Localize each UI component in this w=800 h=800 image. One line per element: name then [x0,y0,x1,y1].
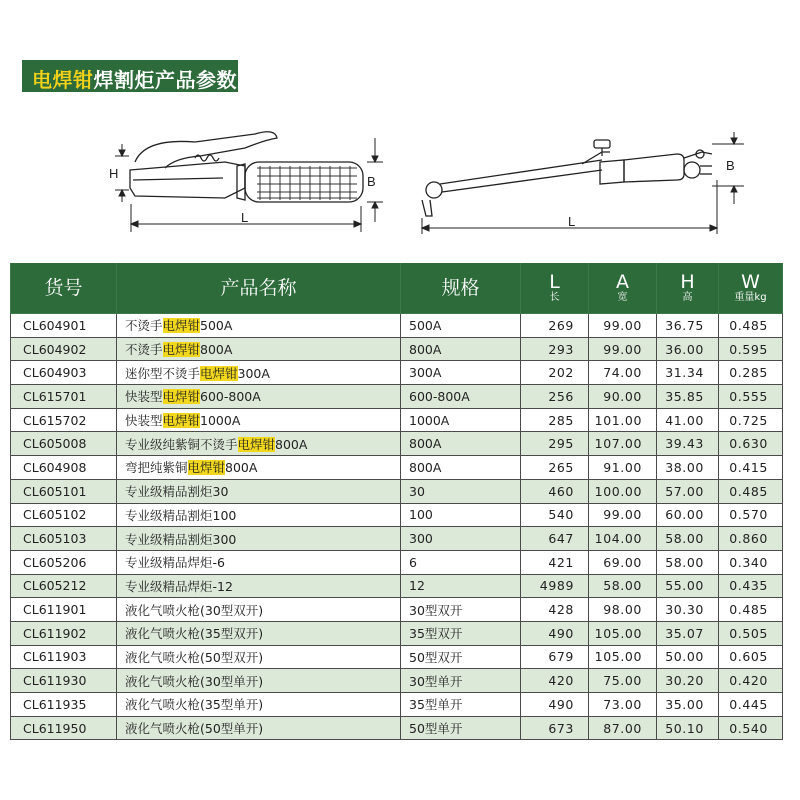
table-row [11,479,783,503]
table-row [11,361,783,385]
cell-name [117,503,401,527]
cell-length: 285 [521,408,589,432]
cell-spec: 50型双开 [401,645,521,669]
b-dimension-label-right: B [726,158,735,173]
cell-code: CL604901 [11,314,117,338]
cell-weight: 0.630 [719,432,783,456]
cell-spec: 30型双开 [401,598,521,622]
cell-spec: 500A [401,314,521,338]
name-highlight: 电焊钳 [200,365,238,381]
name-part: 弯把纯紫铜 [125,460,188,476]
header-width: A 宽 [589,263,657,314]
name-part: 专业级精品焊炬-12 [125,578,233,594]
cell-length: 421 [521,550,589,574]
cell-length: 4989 [521,574,589,598]
cell-height: 38.00 [657,456,719,480]
cell-code: CL615702 [11,408,117,432]
cell-weight: 0.605 [719,645,783,669]
cell-width: 104.00 [589,527,657,551]
table-row [11,669,783,693]
cell-code: CL605206 [11,550,117,574]
cell-height: 57.00 [657,479,719,503]
name-part: 专业级精品焊炬-6 [125,555,225,571]
cell-name [117,432,401,456]
cell-code: CL604903 [11,361,117,385]
cell-length: 256 [521,385,589,409]
cell-name [117,385,401,409]
cell-width: 73.00 [589,693,657,717]
cell-name [117,337,401,361]
table-row [11,408,783,432]
cell-code: CL611902 [11,621,117,645]
table-row [11,432,783,456]
cell-length: 420 [521,669,589,693]
cell-width: 99.00 [589,503,657,527]
table-header-row [11,263,783,314]
name-part: 液化气喷火枪(30型单开) [125,673,264,689]
cell-spec: 600-800A [401,385,521,409]
cell-name [117,598,401,622]
cell-length: 490 [521,621,589,645]
cell-width: 90.00 [589,385,657,409]
cell-spec: 300A [401,361,521,385]
cell-weight: 0.595 [719,337,783,361]
cell-spec: 12 [401,574,521,598]
name-part: 快装型 [125,413,163,429]
cell-weight: 0.725 [719,408,783,432]
cell-code: CL611930 [11,669,117,693]
name-part: 600-800A [200,389,261,405]
cell-length: 269 [521,314,589,338]
table-row [11,621,783,645]
title-rest: 焊割炬产品参数 [93,68,237,92]
cell-code: CL615701 [11,385,117,409]
page-title [32,64,237,93]
cell-spec: 30型单开 [401,669,521,693]
cell-weight: 0.445 [719,693,783,717]
h-dimension-label: H [109,166,119,181]
cell-code: CL604902 [11,337,117,361]
cutting-torch-diagram [412,130,757,240]
cell-name [117,693,401,717]
cell-spec: 35型双开 [401,621,521,645]
name-highlight: 电焊钳 [237,436,276,452]
name-part: 液化气喷火枪(50型双开) [125,649,264,665]
cell-code: CL605101 [11,479,117,503]
cell-length: 460 [521,479,589,503]
cell-name [117,574,401,598]
name-part: 不烫手 [125,342,163,358]
table-row [11,503,783,527]
name-part: 300A [237,365,270,381]
cell-length: 490 [521,693,589,717]
cell-width: 99.00 [589,314,657,338]
cell-spec: 800A [401,456,521,480]
cell-height: 30.20 [657,669,719,693]
product-spec-table [10,263,783,740]
cell-width: 58.00 [589,574,657,598]
header-height: H 高 [657,263,719,314]
header-code: 货号 [11,263,117,314]
l-dimension-label-right: L [568,214,576,229]
cell-width: 91.00 [589,456,657,480]
cell-code: CL611935 [11,693,117,717]
name-part: 液化气喷火枪(30型双开) [125,602,264,618]
cell-spec: 6 [401,550,521,574]
name-highlight: 电焊钳 [162,389,201,405]
name-part: 500A [200,318,233,334]
cell-height: 36.00 [657,337,719,361]
cell-weight: 0.485 [719,314,783,338]
cell-length: 265 [521,456,589,480]
name-highlight: 电焊钳 [162,342,201,358]
cell-name [117,527,401,551]
table-body [11,314,783,740]
name-highlight: 电焊钳 [162,413,201,429]
cell-code: CL611901 [11,598,117,622]
cell-weight: 0.420 [719,669,783,693]
table-row [11,693,783,717]
cell-weight: 0.570 [719,503,783,527]
cell-height: 60.00 [657,503,719,527]
cell-weight: 0.540 [719,716,783,740]
name-part: 800A [225,460,258,476]
cell-width: 99.00 [589,337,657,361]
name-part: 1000A [200,413,241,429]
name-highlight: 电焊钳 [187,460,226,476]
cell-name [117,621,401,645]
cell-weight: 0.485 [719,598,783,622]
table-row [11,645,783,669]
cell-height: 30.30 [657,598,719,622]
header-spec: 规格 [401,263,521,314]
cell-code: CL611950 [11,716,117,740]
cell-spec: 100 [401,503,521,527]
cell-height: 31.34 [657,361,719,385]
cell-spec: 300 [401,527,521,551]
name-part: 液化气喷火枪(35型单开) [125,697,264,713]
cell-weight: 0.415 [719,456,783,480]
cell-weight: 0.435 [719,574,783,598]
cell-name [117,408,401,432]
cell-length: 295 [521,432,589,456]
name-part: 专业级精品割炬300 [125,531,237,547]
cell-code: CL604908 [11,456,117,480]
cell-spec: 800A [401,337,521,361]
header-weight: W 重量kg [719,263,783,314]
cell-code: CL611903 [11,645,117,669]
cell-name [117,645,401,669]
cell-spec: 50型单开 [401,716,521,740]
cell-height: 39.43 [657,432,719,456]
cell-weight: 0.505 [719,621,783,645]
cell-code: CL605103 [11,527,117,551]
cell-width: 105.00 [589,621,657,645]
header-length: L 长 [521,263,589,314]
cell-length: 679 [521,645,589,669]
cell-name [117,479,401,503]
cell-name [117,314,401,338]
cell-code: CL605212 [11,574,117,598]
cell-height: 58.00 [657,550,719,574]
cell-weight: 0.340 [719,550,783,574]
cell-height: 35.00 [657,693,719,717]
title-banner [22,60,238,92]
name-highlight: 电焊钳 [162,318,201,334]
cell-length: 673 [521,716,589,740]
cell-code: CL605102 [11,503,117,527]
cell-width: 69.00 [589,550,657,574]
cell-length: 202 [521,361,589,385]
cell-name [117,550,401,574]
cell-height: 36.75 [657,314,719,338]
name-part: 专业级纯紫铜不烫手 [125,436,238,452]
cell-height: 35.07 [657,621,719,645]
header-name: 产品名称 [117,263,401,314]
cell-name [117,716,401,740]
cell-length: 540 [521,503,589,527]
cell-spec: 1000A [401,408,521,432]
table-row [11,550,783,574]
cell-length: 647 [521,527,589,551]
cell-code: CL605008 [11,432,117,456]
cell-height: 35.85 [657,385,719,409]
name-part: 800A [200,342,233,358]
cell-name [117,669,401,693]
cell-width: 105.00 [589,645,657,669]
cell-name [117,456,401,480]
cell-length: 293 [521,337,589,361]
cell-height: 55.00 [657,574,719,598]
cell-spec: 30 [401,479,521,503]
b-dimension-label-left: B [367,174,376,189]
electrode-holder-diagram [105,118,395,238]
cell-width: 107.00 [589,432,657,456]
cell-name [117,361,401,385]
table-row [11,716,783,740]
cell-weight: 0.285 [719,361,783,385]
cell-width: 98.00 [589,598,657,622]
cell-width: 74.00 [589,361,657,385]
cell-height: 50.10 [657,716,719,740]
cell-weight: 0.860 [719,527,783,551]
cell-width: 87.00 [589,716,657,740]
cell-length: 428 [521,598,589,622]
cell-height: 58.00 [657,527,719,551]
name-part: 不烫手 [125,318,163,334]
table-row [11,337,783,361]
cell-spec: 800A [401,432,521,456]
table-row [11,527,783,551]
table-row [11,385,783,409]
cell-weight: 0.485 [719,479,783,503]
name-part: 液化气喷火枪(35型双开) [125,626,264,642]
table-row [11,456,783,480]
cell-height: 50.00 [657,645,719,669]
table-row [11,574,783,598]
name-part: 迷你型不烫手 [125,365,201,381]
title-highlight: 电焊钳 [32,68,94,92]
table-row [11,598,783,622]
name-part: 专业级精品割炬100 [125,507,237,523]
cell-width: 101.00 [589,408,657,432]
cell-weight: 0.555 [719,385,783,409]
table-row [11,314,783,338]
name-part: 专业级精品割炬30 [125,484,229,500]
cell-spec: 35型单开 [401,693,521,717]
cell-width: 100.00 [589,479,657,503]
name-part: 液化气喷火枪(50型单开) [125,721,264,737]
cell-height: 41.00 [657,408,719,432]
name-part: 800A [275,436,308,452]
cell-width: 75.00 [589,669,657,693]
l-dimension-label-left: L [241,210,249,225]
name-part: 快装型 [125,389,163,405]
